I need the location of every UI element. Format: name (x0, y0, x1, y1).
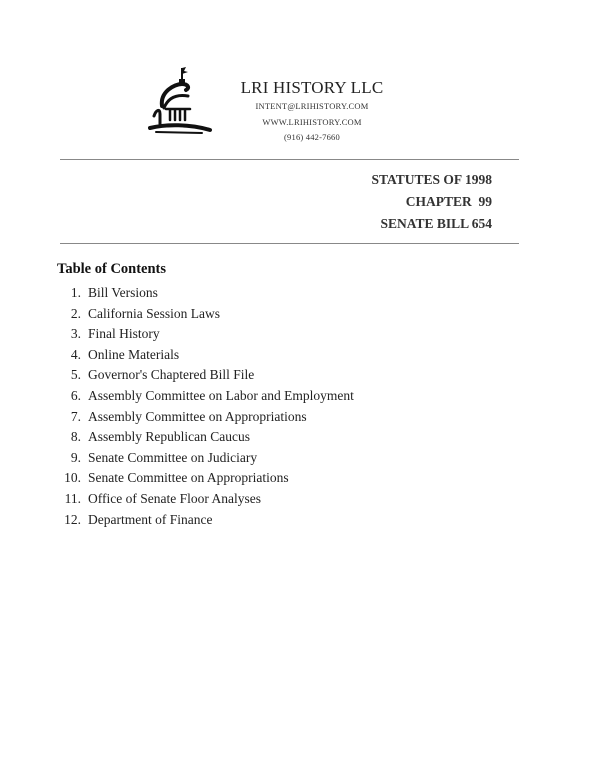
toc-item-label: Senate Committee on Appropriations (88, 470, 289, 486)
toc-item-label: California Session Laws (88, 305, 220, 321)
company-name: LRI HISTORY LLC (240, 78, 384, 97)
header-divider (60, 159, 519, 160)
toc-item-number: 10. (64, 470, 81, 486)
toc-item-label: Assembly Committee on Appropriations (88, 408, 307, 424)
toc-item-number: 3. (70, 326, 81, 342)
toc-item-bill-versions (57, 283, 354, 304)
toc-item-number: 5. (70, 367, 81, 383)
toc-item-senate-floor-analyses (57, 489, 354, 510)
contact-phone: (916) 442-7660 (284, 132, 340, 142)
toc-item-assembly-labor (57, 386, 354, 407)
toc-item-department-finance (57, 510, 354, 531)
toc-item-label: Bill Versions (88, 285, 158, 300)
toc-item-label: Assembly Committee on Labor and Employment (88, 387, 354, 403)
toc-item-label: Assembly Republican Caucus (88, 429, 250, 445)
contact-website: WWW.LRIHISTORY.COM (262, 117, 362, 127)
statute-block (371, 169, 492, 235)
statute-divider (60, 243, 519, 244)
toc-list (57, 283, 354, 530)
toc-item-final-history (57, 324, 354, 345)
toc-item-session-laws (57, 304, 354, 325)
toc-item-number: 4. (70, 346, 81, 362)
contact-email: INTENT@LRIHISTORY.COM (255, 101, 369, 111)
toc-item-label: Final History (88, 326, 160, 342)
toc-item-senate-appropriations (57, 468, 354, 489)
toc-item-number: 7. (70, 408, 81, 424)
toc-item-number: 1. (70, 285, 81, 300)
toc-item-label: Department of Finance (88, 511, 213, 527)
toc-item-number: 8. (70, 429, 81, 445)
statute-bill: SENATE BILL 654 (380, 216, 492, 231)
toc-item-governors-file (57, 365, 354, 386)
toc-item-label: Senate Committee on Judiciary (88, 449, 258, 465)
statute-chapter: CHAPTER 99 (405, 194, 492, 209)
toc-item-number: 12. (64, 511, 81, 527)
capitol-dome-icon (146, 64, 214, 140)
toc-item-number: 6. (70, 387, 81, 403)
toc-item-senate-judiciary (57, 448, 354, 469)
toc-item-online-materials (57, 345, 354, 366)
toc-item-number: 11. (64, 490, 81, 506)
toc-item-label: Governor's Chaptered Bill File (88, 367, 255, 383)
toc-item-number: 9. (70, 449, 81, 465)
toc-item-label: Office of Senate Floor Analyses (88, 490, 261, 506)
toc-item-number: 2. (70, 305, 81, 321)
toc-item-assembly-republican-caucus (57, 427, 354, 448)
toc-title: Table of Contents (57, 261, 167, 277)
toc-item-assembly-appropriations (57, 407, 354, 428)
statute-year: STATUTES OF 1998 (371, 172, 492, 187)
toc-item-label: Online Materials (88, 346, 180, 362)
